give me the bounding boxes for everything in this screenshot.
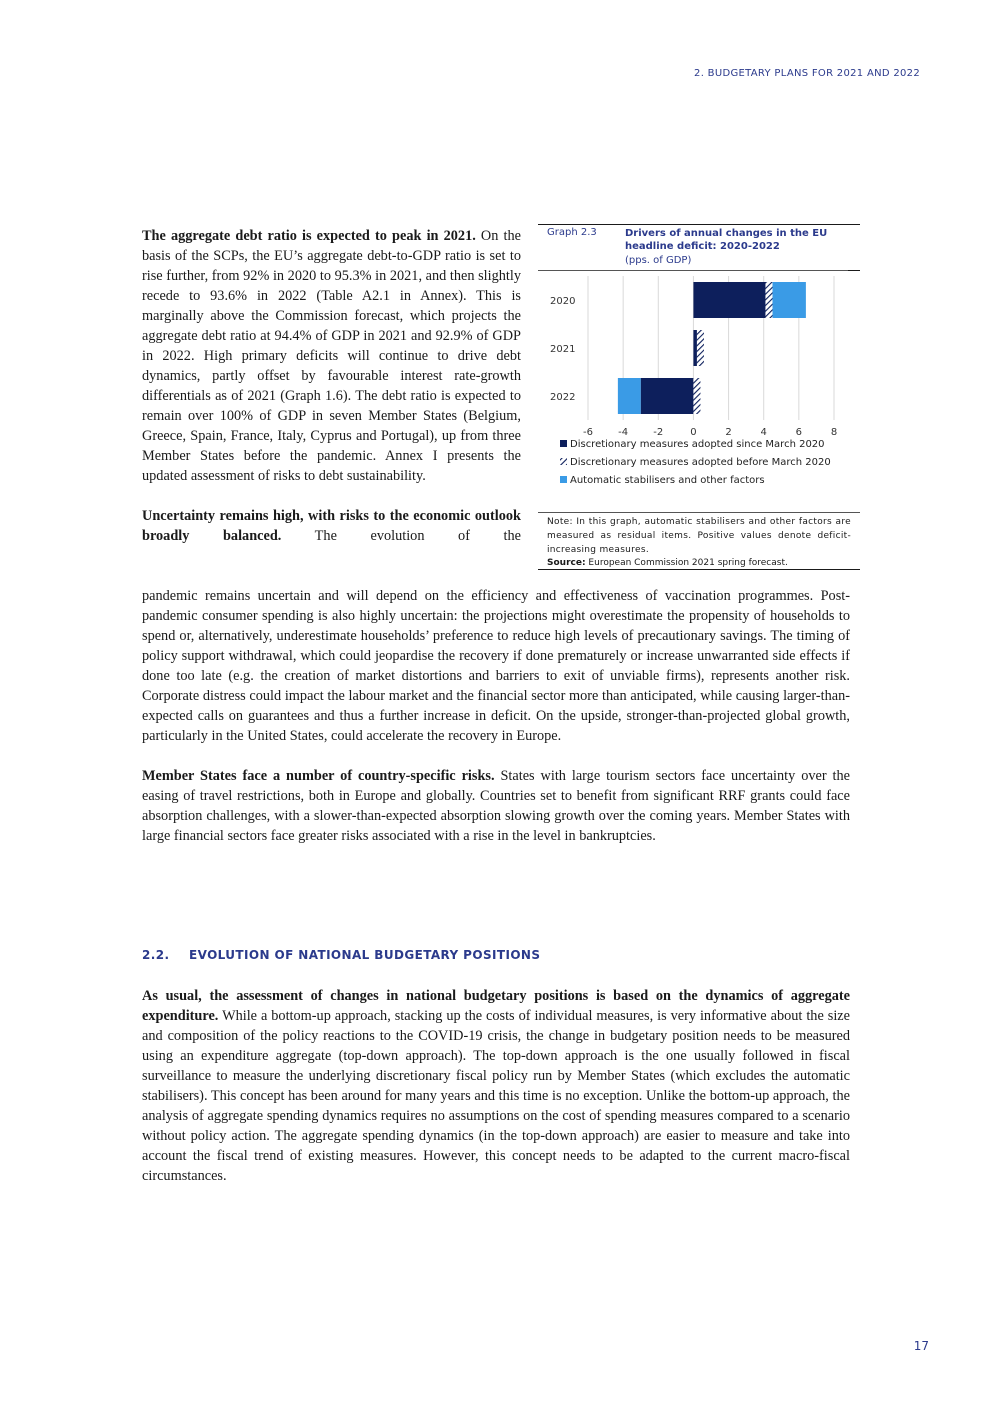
chart <box>538 272 860 512</box>
page-number: 17 <box>913 1339 929 1353</box>
section-heading <box>142 948 850 962</box>
x-tick-label: -6 <box>583 427 593 438</box>
running-header: 2. BUDGETARY PLANS FOR 2021 AND 2022 <box>694 68 920 79</box>
left-column <box>142 226 521 546</box>
paragraph-lead: Member States face a number of country-specific risks. <box>142 768 495 784</box>
paragraph-lead: The aggregate debt ratio is expected to peak in 2021. <box>142 228 476 244</box>
paragraph-aggregate-expenditure <box>142 986 850 1186</box>
graph-title: Drivers of annual changes in the EU headline deficit: 2020-2022 <box>625 228 828 252</box>
y-category-label: 2020 <box>550 296 576 307</box>
paragraph-body: The evolution of the <box>281 528 521 544</box>
bar-segment <box>641 378 694 414</box>
paragraph-uncertainty-start <box>142 506 521 546</box>
x-tick-label: 8 <box>830 427 838 438</box>
section-title: EVOLUTION OF NATIONAL BUDGETARY POSITIONS <box>189 948 541 962</box>
paragraph-lead: As usual, the assessment of changes in national budgetary positions is based on the dynamics of aggregate expenditure. <box>142 988 850 1024</box>
bar-segment <box>697 330 704 366</box>
paragraph-lead: Uncertainty remains high, with risks to the economic outlook broadly balanced. <box>142 508 521 544</box>
bar-segment <box>693 330 697 366</box>
note-rule <box>538 512 860 513</box>
graph-source-label: Source: <box>547 558 586 568</box>
legend-label: Automatic stabilisers and other factors <box>570 475 765 486</box>
section-paragraph-wrap <box>142 986 850 1186</box>
graph-header-rule <box>538 270 848 271</box>
legend-swatch <box>560 440 567 447</box>
bar-segment <box>765 282 772 318</box>
legend-swatch <box>560 476 567 483</box>
graph-source <box>547 557 851 569</box>
legend-label: Discretionary measures adopted since March 2020 <box>570 439 825 450</box>
x-tick-label: 0 <box>690 427 697 438</box>
y-category-label: 2021 <box>550 344 576 355</box>
x-tick-label: 6 <box>795 427 803 438</box>
graph-box <box>538 224 860 570</box>
paragraph-body: States with large tourism sectors face uncertainty over the easing of travel restrictions, both in Europe and globally. Countries set to benefit from significant RRF grants could face absorption challenges, with a slower-than-expected absorption slowing growth over the coming years. Member States with large financial sectors face greater risks associated with a rise in the level in bankruptcies. <box>142 768 850 844</box>
x-tick-label: 4 <box>760 427 767 438</box>
y-category-label: 2022 <box>550 392 576 403</box>
graph-source-text: European Commission 2021 spring forecast. <box>585 558 788 568</box>
bar-segment <box>693 282 765 318</box>
graph-unit: (pps. of GDP) <box>625 255 692 266</box>
bar-segment <box>618 378 641 414</box>
x-tick-label: -2 <box>653 427 664 438</box>
legend-label: Discretionary measures adopted before March 2020 <box>570 457 831 468</box>
paragraph-country-risks <box>142 766 850 846</box>
bar-segment <box>773 282 806 318</box>
bar-segment <box>693 378 700 414</box>
x-tick-label: -4 <box>618 427 629 438</box>
full-column <box>142 586 850 846</box>
note-bottom-rule <box>538 569 860 570</box>
paragraph-body: While a bottom-up approach, stacking up the costs of individual measures, is very informative about the size and composition of the policy reactions to the COVID-19 crisis, the change in budgetary position needs to be measured using an expenditure aggregate (top-down approach). The top-down approach is the one usually followed in fiscal surveillance to measure the underlying discretionary fiscal policy run by Member States (which excludes the automatic stabilisers). This concept has been around for many years and this time is no exception. Unlike the bottom-up approach, the analysis of aggregate spending dynamics requires no assumptions on the cost of spending measures compared to a scenario without policy action. The aggregate spending dynamics (in the top-down approach) are easier to measure and take into account the fiscal trend of existing measures. However, this concept needs to be adapted to the current macro-fiscal circumstances. <box>142 1008 850 1184</box>
paragraph-body: On the basis of the SCPs, the EU’s aggregate debt-to-GDP ratio is set to rise further, from 92% in 2020 to 95.3% in 2021, and then slightly recede to 93.6% in 2022 (Table A2.1 in Annex). This is marginally above the Commission forecast, which projects the aggregate debt ratio at 94.4% of GDP in 2021 and 92.9% of GDP in 2022. High primary deficits will continue to drive debt dynamics, partly offset by favourable interest rate-growth differentials as of 2021 (Graph 1.6). The debt ratio is expected to remain over 100% of GDP in seven Member States (Belgium, Greece, Spain, France, Italy, Cyprus and Portugal), up from three Member States before the pandemic. Annex I presents the updated assessment of risks to debt sustainability. <box>142 228 521 484</box>
paragraph-uncertainty-rest: pandemic remains uncertain and will depend on the efficiency and effectiveness of vaccination programmes. Post-pandemic consumer spending is also highly uncertain: the projections might overestimate the propensity of households to spend or, alternatively, underestimate households’ preference to reduce high levels of precautionary savings. The timing of policy support withdrawal, which could jeopardise the recovery if done prematurely or increase unwarranted side effects if done too late (e.g. the creation of market distortions and barriers to exit of unviable firms), represents another risk. Corporate distress could impact the labour market and the financial sector more than anticipated, while causing larger-than-expected calls on guarantees and thus a further increase in deficit. On the upside, stronger-than-projected global growth, particularly in the United States, could accelerate the recovery in Europe. <box>142 588 850 744</box>
section-number: 2.2. <box>142 948 170 962</box>
x-tick-label: 2 <box>725 427 732 438</box>
paragraph-debt-ratio <box>142 226 521 486</box>
graph-top-rule <box>538 224 860 225</box>
graph-note: Note: In this graph, automatic stabilisers and other factors are measured as residual items. Positive values denote deficit-increasing measures. <box>547 517 851 555</box>
graph-header-rule-end <box>848 270 860 271</box>
legend-swatch <box>560 458 567 465</box>
graph-label: Graph 2.3 <box>547 227 597 238</box>
